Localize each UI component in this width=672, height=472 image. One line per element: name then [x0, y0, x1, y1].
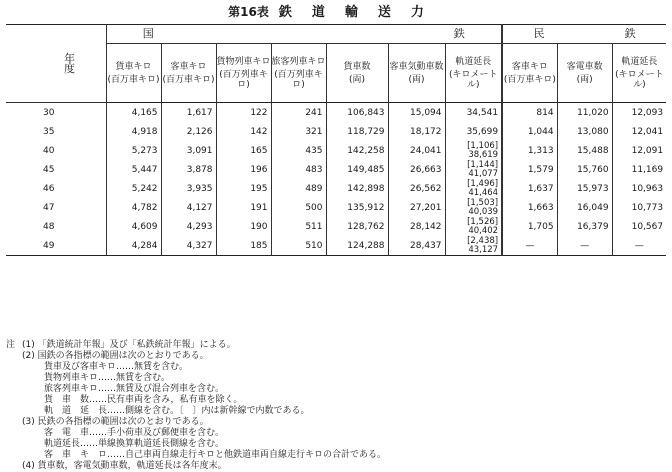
table-row: 47 4,782 4,127 191 500 135,912 27,201 [1,503] 40,039 1,663 16,049 10,773	[6, 198, 666, 217]
national-railway-group: 国 鉄	[106, 25, 502, 44]
col-freight-car-km: 貨車キロ (百万車キロ)	[106, 44, 161, 103]
table-name: 鉄道輸送力	[278, 5, 444, 20]
col-track-length: 軌道延長 (キロメートル)	[445, 44, 502, 103]
col-passenger-train-km: 旅客列車キロ (百万列車キロ)	[271, 44, 326, 103]
table-row: 49 4,284 4,327 185 510 124,288 28,437 [2,438] 43,127 — — —	[6, 236, 666, 256]
transport-capacity-table	[6, 24, 666, 256]
table-row: 30 4,165 1,617 122 241 106,843 15,094 34,541 814 11,020 12,093	[6, 103, 666, 123]
note-2d: 貨 車 数……民有車両を含み，私有車を除く。	[44, 395, 243, 405]
notes-label: 注	[6, 340, 16, 350]
col-passenger-diesel-cars: 客車気動車数 (両)	[388, 44, 445, 103]
col-private-electric-cars: 客電車数 (両)	[557, 44, 612, 103]
col-passenger-car-km: 客車キロ (百万車キロ)	[161, 44, 216, 103]
note-3c: 客 車 キ ロ……自己車両自線走行キロと他鉄道車両自線走行キロの合計である。	[44, 450, 387, 460]
note-2e: 軌 道 延 長……側線を含む。〔 〕内は新幹線で内数である。	[44, 406, 310, 416]
table-row: 46 5,242 3,935 195 489 142,898 26,562 [1,496] 41,464 1,637 15,973 10,963	[6, 179, 666, 198]
private-railway-group: 民 鉄	[502, 25, 666, 44]
col-freight-cars: 貨車数 (両)	[326, 44, 388, 103]
note-2b: 貨物列車キロ……無賃を含む。	[44, 373, 171, 383]
note-2: (2) 国鉄の各指標の範囲は次のとおりである。	[22, 351, 209, 361]
note-1: (1) 「鉄道統計年報」及び「私鉄統計年報」による。	[22, 340, 236, 350]
col-freight-train-km: 貨物列車キロ (百万列車キロ)	[216, 44, 271, 103]
year-header: 年度	[6, 25, 106, 103]
table-number: 第16表	[228, 5, 269, 19]
note-3b: 軌道延長……単線換算軌道延長側線を含む。	[44, 439, 225, 449]
col-private-track-length: 軌道延長 (キロメートル)	[612, 44, 666, 103]
table-title	[0, 4, 672, 21]
table-notes	[6, 340, 666, 472]
note-2c: 旅客列車キロ……無賃及び混合列車を含む。	[44, 384, 225, 394]
note-4: (4) 貨車数，客電気動車数，軌道延長は各年度末。	[22, 461, 227, 471]
table-row: 40 5,273 3,091 165 435 142,258 24,041 [1,106] 38,619 1,313 15,488 12,091	[6, 141, 666, 160]
table-row: 48 4,609 4,293 190 511 128,762 28,142 [1,526] 40,402 1,705 16,379 10,567	[6, 217, 666, 236]
note-3: (3) 民鉄の各指標の範囲は次のとおりである。	[22, 417, 209, 427]
note-3a: 客 電 車……手小荷車及び郵便車を含む。	[44, 428, 225, 438]
note-2a: 貨車及び客車キロ……無賃を含む。	[44, 362, 189, 372]
table-row: 45 5,447 3,878 196 483 149,485 26,663 [1,144] 41,077 1,579 15,760 11,169	[6, 160, 666, 179]
table-row: 35 4,918 2,126 142 321 118,729 18,172 35,699 1,044 13,080 12,041	[6, 122, 666, 141]
col-private-passenger-car-km: 客車キロ (百万車キロ)	[502, 44, 557, 103]
